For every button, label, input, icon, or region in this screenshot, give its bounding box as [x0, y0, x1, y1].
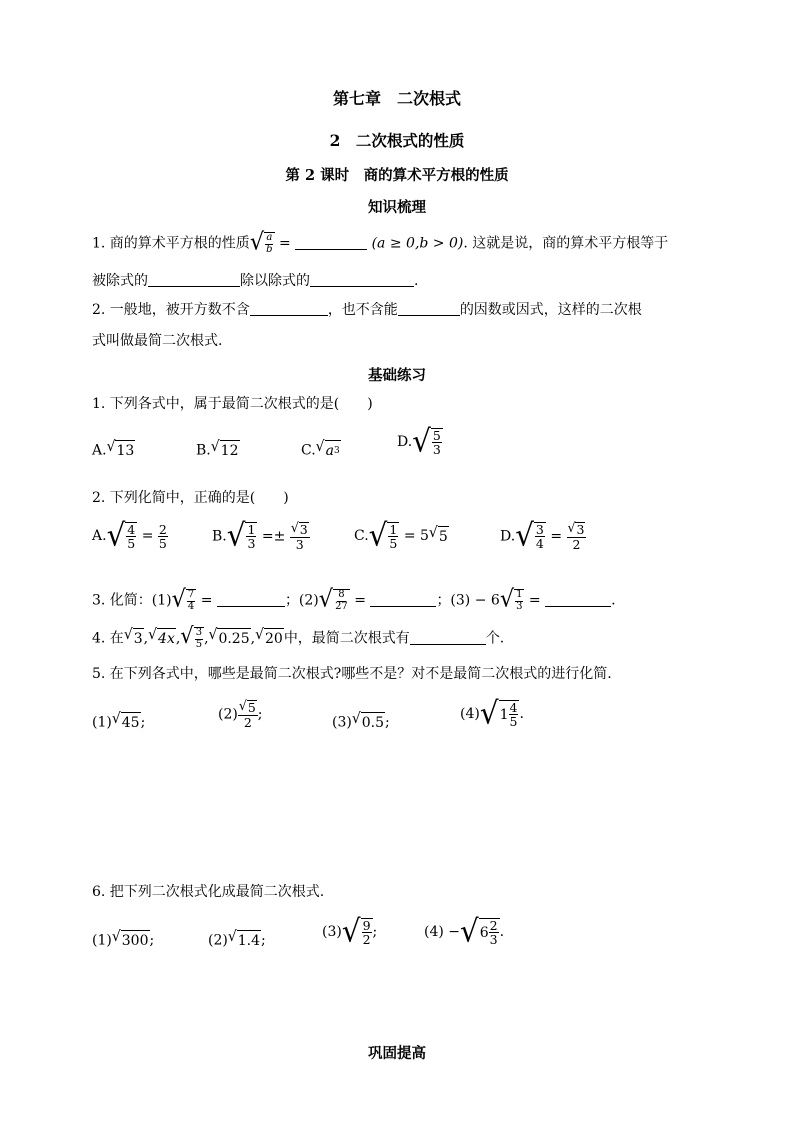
option-c[interactable]	[301, 440, 341, 461]
condition: (a ≥ 0,b > 0)	[371, 235, 464, 252]
basic-q4: 4. 在 √ 3 , √ 4x , √ $\frac{3}{5}$ , √ 0.25 , √ 20 中，最简二次根式有 个.	[92, 623, 505, 650]
knowledge-q1-line2	[92, 271, 418, 291]
text: 被除式的	[92, 273, 148, 289]
option-b[interactable]: B. √ $\frac{1}{3}$ =± √ 3 3	[212, 517, 308, 554]
answer-blank[interactable]	[295, 235, 367, 250]
radical: √ a 3	[315, 438, 340, 459]
option-label: C.	[354, 528, 369, 545]
section-title: 2 二次根式的性质	[329, 131, 465, 150]
q5-item-1: (1) √ 45 ;	[92, 710, 146, 731]
knowledge-q2	[92, 300, 642, 320]
option-c[interactable]: C. √ $\frac{1}{5}$ = 5 √ 5	[354, 517, 448, 553]
text: ；(3) − 6	[436, 592, 500, 609]
option-label: A.	[92, 442, 107, 459]
option-label: D.	[500, 528, 516, 545]
equals-sign: =	[278, 235, 291, 252]
basic-q3: 3. 化简：(1) √ $\frac{7}{4}$ = ；(2) √ $\frac{8}{27}$ = ；(3) − 6 √ $\frac{1}{3}$ = .	[92, 585, 616, 613]
text: 4. 在	[92, 630, 124, 647]
answer-blank[interactable]	[217, 592, 285, 607]
option-a[interactable]: A. √ $\frac{4}{5}$ = $\frac{2}{5}$	[92, 517, 167, 553]
q6-item-3: (3) √ $\frac{9}{2}$ ;	[322, 913, 378, 949]
answer-blank[interactable]	[410, 630, 486, 645]
option-d[interactable]: D. √ $\frac{3}{4}$ = √ 3 2	[500, 517, 585, 554]
knowledge-q2-line2: 式叫做最简二次根式.	[92, 333, 223, 349]
answer-blank[interactable]	[148, 272, 240, 287]
option-label: B.	[212, 528, 227, 545]
knowledge-heading: 知识梳理	[368, 199, 426, 216]
q6-item-4: (4) − √ 6 $\frac{2}{3}$ .	[424, 913, 505, 949]
option-label: A.	[92, 528, 107, 545]
basic-heading: 基础练习	[368, 367, 426, 384]
option-b[interactable]	[196, 440, 240, 461]
text: 除以除式的	[240, 273, 310, 289]
answer-blank[interactable]	[545, 592, 611, 607]
q5-item-4: (4) √ 1 $\frac{4}{5}$ .	[460, 695, 524, 731]
basic-q6: 6. 把下列二次根式化成最简二次根式.	[92, 884, 325, 900]
q1-prefix: 1. 商的算术平方根的性质	[92, 235, 250, 252]
basic-q2: 2. 下列化简中，正确的是( )	[92, 490, 289, 506]
q1-tail: . 这就是说，商的算术平方根等于	[463, 235, 669, 252]
text: ，也不含能	[327, 302, 398, 318]
text: 3. 化简：(1)	[92, 592, 172, 609]
basic-q5: 5. 在下列各式中，哪些是最简二次根式?哪些不是？对不是最简二次根式的进行化简.	[92, 666, 612, 682]
q6-item-2: (2) √ 1.4 ;	[208, 928, 266, 949]
q5-item-2: (2) √ 5 2 ;	[218, 697, 263, 730]
chapter-title: 第七章 二次根式	[332, 89, 461, 108]
answer-blank[interactable]	[310, 272, 414, 287]
fraction: $\frac{a}{b}$	[266, 232, 273, 255]
knowledge-q1	[92, 228, 669, 256]
basic-q1: 1. 下列各式中，属于最简二次根式的是( )	[92, 396, 373, 412]
text: .	[414, 273, 419, 289]
radical: √ 13	[106, 438, 135, 459]
text: ；(2)	[284, 592, 319, 609]
q6-item-1: (1) √ 300 ;	[92, 928, 155, 949]
option-label: D.	[397, 434, 413, 451]
text: .	[611, 592, 616, 609]
advance-heading: 巩固提高	[368, 1045, 426, 1062]
option-a[interactable]	[92, 440, 135, 461]
option-label: C.	[301, 442, 316, 459]
option-d[interactable]	[397, 423, 443, 459]
text: 的因数或因式，这样的二次根	[459, 302, 642, 318]
radical: √ $\frac{5}{3}$	[412, 423, 441, 459]
text: 个.	[485, 630, 505, 647]
answer-blank[interactable]	[398, 301, 460, 316]
radical: √ $\frac{a}{b}$	[249, 228, 273, 256]
text: 中，最简二次根式有	[283, 630, 410, 647]
answer-blank[interactable]	[250, 301, 328, 316]
option-label: B.	[196, 442, 211, 459]
q5-item-3: (3) √ 0.5 ;	[332, 710, 390, 731]
radical: √ 12	[210, 438, 239, 459]
text: 2. 一般地，被开方数不含	[92, 302, 250, 318]
lesson-title: 第 2 课时 商的算术平方根的性质	[285, 167, 509, 184]
answer-blank[interactable]	[370, 592, 436, 607]
